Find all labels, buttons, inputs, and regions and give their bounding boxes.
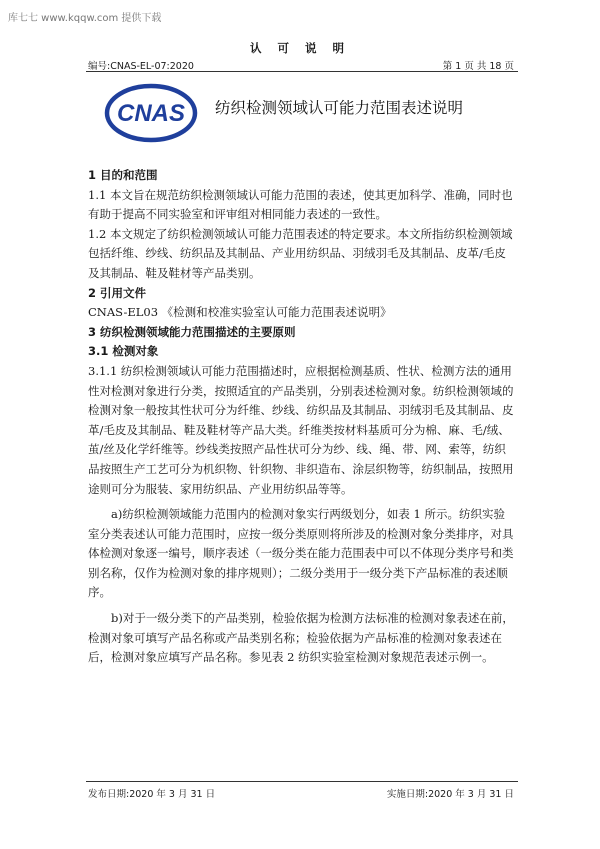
document-title: 纺织检测领域认可能力范围表述说明 xyxy=(215,99,464,117)
header-title: 认 可 说 明 xyxy=(249,41,350,55)
cnas-logo-text: CNAS xyxy=(116,100,186,127)
paragraph-a: a)纺织检测领域能力范围内的检测对象实行两级划分，如表 1 所示。纺织实验室分类表述认可能力范围时，应按一级分类原则将所涉及的检测对象分类排序，对具体检测对象逐一编号，顺序表述（一级分类在能力范围表中可以不体现分类序号和类别名称，仅作为检测对象的排序规则）；二级分类用于一级分类下产品标准的表述顺序。 xyxy=(88,507,514,600)
section-2-heading: 2 引用文件 xyxy=(88,285,147,300)
section-2-reference: CNAS-EL03 《检测和校准实验室认可能力范围表述说明》 xyxy=(88,305,392,320)
section-1-heading: 1 目的和范围 xyxy=(88,168,158,182)
section-1-1-text: 1.1 本文旨在规范纺织检测领域认可能力范围的表述，使其更加科学、准确，同时也有助于提高不同实验室和评审组对相同能力表述的一致性。 xyxy=(88,187,513,222)
section-3-heading: 3 纺织检测领域能力范围描述的主要原则 xyxy=(88,324,296,339)
paragraph-b: b)对于一级分类下的产品类别，检验依据为检测方法标准的检测对象表述在前，检测对象可填写产品名称或产品类别名称；检验依据为产品标准的检测对象表述在后，检测对象应填写产品名称。参见表 2 纺织实验室检测对象规范表述示例一。 xyxy=(88,611,514,665)
section-3-1-1-text: 3.1.1 纺织检测领域认可能力范围描述时，应根据检测基质、性状、检测方法的通用性对检测对象进行分类，按照适宜的产品类别，分别表述检测对象。纺织检测领域的检测对象一般按其性状可分为纤维、纱线、纺织品及其制品、羽绒羽毛及其制品、皮革/毛皮及其制品、鞋及鞋材等产品大类。纤维类按材料基质可分为棉、麻、毛/绒、茧/丝及化学纤维等。纱线类按照产品性状可分为纱、线、绳、带、网、索等，纺织品按照生产工艺可分为机织物、针织物、非织造布、涂层织物等，纺织制品，按照用途则可分为服装、家用纺织品、产业用纺织品等等。 xyxy=(88,363,514,496)
footer-divider xyxy=(86,781,518,782)
header-divider xyxy=(86,71,518,72)
issue-date: 发布日期:2020 年 3 月 31 日 xyxy=(88,789,216,800)
section-3-1-heading: 3.1 检测对象 xyxy=(88,344,159,359)
document-number: 编号:CNAS-EL-07:2020 xyxy=(88,61,194,72)
section-1-2-text: 1.2 本文规定了纺织检测领域认可能力范围表述的特定要求。本文所指纺织检测领域包括纤维、纱线、纺织品及其制品、产业用纺织品、羽绒羽毛及其制品、皮革/毛皮及其制品、鞋及鞋材等产品类别。 xyxy=(88,226,513,280)
document-body xyxy=(88,166,516,668)
cnas-logo xyxy=(103,83,199,143)
page-info: 第 1 页 共 18 页 xyxy=(442,61,514,72)
effective-date: 实施日期:2020 年 3 月 31 日 xyxy=(386,789,514,800)
watermark-text: 库七七 www.kqqw.com 提供下载 xyxy=(8,13,162,24)
